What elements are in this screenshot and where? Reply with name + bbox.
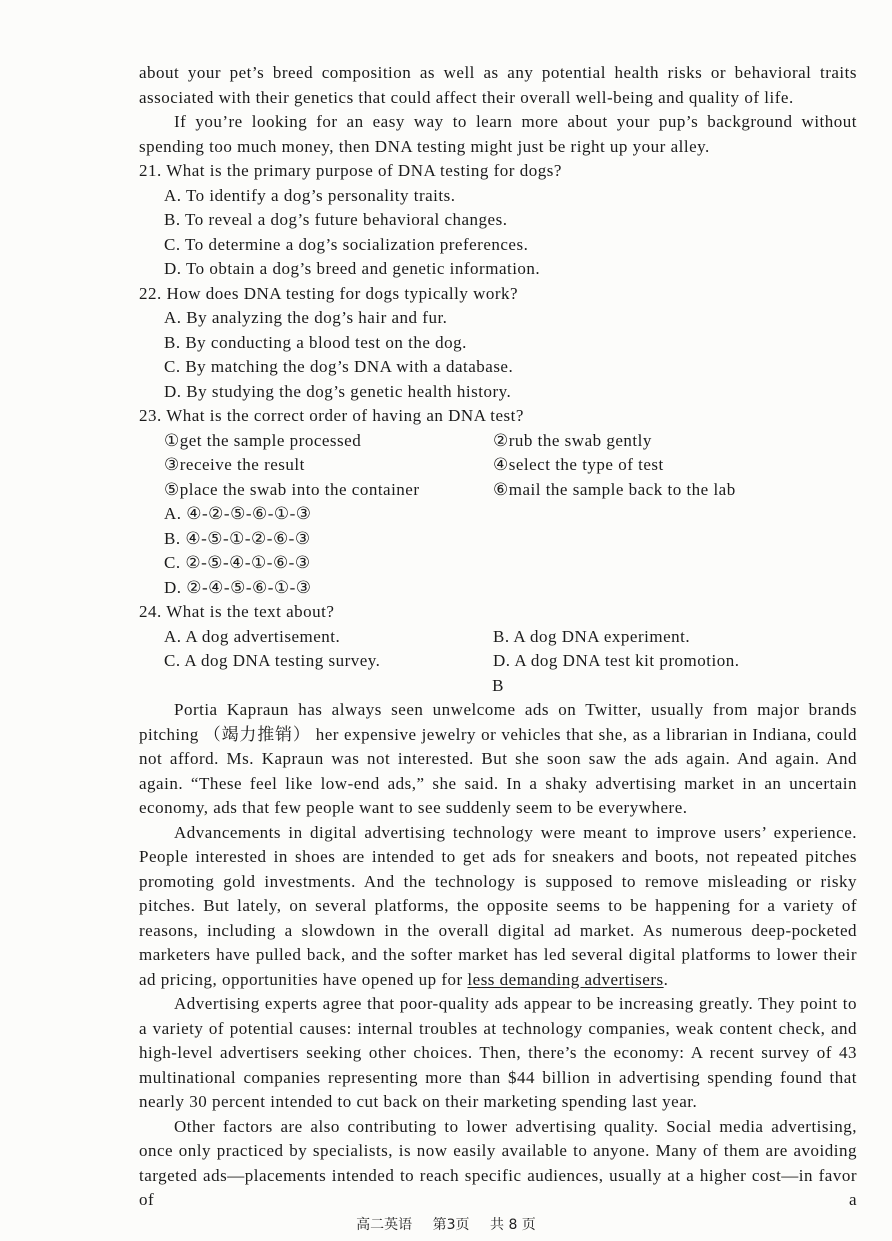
option-b: B. ④-⑤-①-②-⑥-③	[164, 528, 311, 548]
paragraph-end: .	[663, 969, 669, 989]
option-b: B. A dog DNA experiment.	[493, 626, 691, 646]
option-b: B. By conducting a blood test on the dog.	[164, 332, 467, 352]
section-heading: B	[492, 675, 504, 695]
step-3: ③receive the result	[164, 455, 305, 474]
passage-a-continued-paragraph: about your pet’s breed composition as well as any potential health risks or behavioral traits associated with their genetics that could affect their overall well-being and quality of life.	[139, 63, 857, 107]
option-a: A. To identify a dog’s personality traits.	[164, 185, 456, 205]
option-c: C. ②-⑤-④-①-⑥-③	[164, 553, 311, 572]
option-a: A. By analyzing the dog’s hair and fur.	[164, 308, 448, 327]
option-d: D. A dog DNA test kit promotion.	[493, 651, 740, 670]
question-stem: 22. How does DNA testing for dogs typically work?	[139, 283, 519, 303]
question-22	[139, 282, 857, 405]
step-5: ⑤place the swab into the container	[164, 479, 420, 499]
option-d: D. ②-④-⑤-⑥-①-③	[164, 577, 312, 597]
option-d: D. To obtain a dog’s breed and genetic information.	[164, 259, 541, 278]
option-a: A. A dog advertisement.	[164, 626, 341, 646]
option-c: C. To determine a dog’s socialization preferences.	[164, 234, 529, 254]
step-6: ⑥mail the sample back to the lab	[493, 479, 736, 499]
underlined-phrase: less demanding advertisers	[467, 969, 664, 989]
page-footer	[0, 1215, 892, 1235]
option-d: D. By studying the dog’s genetic health history.	[164, 381, 512, 401]
paragraph-text: Advancements in digital advertising technology were meant to improve users’ experience. People interested in shoes are intended to get ads for sneakers and boots, not repeated pitches promoting gold investments. And the technology is supposed to remove misleading or risky pitches. But lately, on several platforms, the opposite seems to be happening for a variety of reasons, including a slowdown in the overall digital ad market. As numerous deep-pocketed marketers have pulled back, and the softer market has led several digital platforms to lower their ad pricing, opportunities have opened up for	[139, 822, 857, 989]
passage-b-paragraph-4: Other factors are also contributing to lower advertising quality. Social media advertising, once only practiced by specialists, is now easily available to anyone. Many of them are avoiding targeted ads—placements intended to reach specific audiences, usually at a higher cost—in favor of a	[139, 1116, 857, 1209]
passage-b-paragraph-2	[139, 821, 857, 993]
question-21	[139, 159, 857, 282]
option-b: B. To reveal a dog’s future behavioral changes.	[164, 210, 508, 229]
question-stem: 24. What is the text about?	[139, 602, 335, 621]
option-c: C. By matching the dog’s DNA with a database.	[164, 357, 514, 376]
footer-page-number: 第3页	[432, 1217, 470, 1233]
passage-b-paragraph-3: Advertising experts agree that poor-quality ads appear to be increasing greatly. They point to a variety of potential causes: internal troubles at technology companies, weak content check, and high-level advertisers seeking other choices. Then, there’s the economy: A recent survey of 43 multinational companies representing more than $44 billion in advertising spending found that nearly 30 percent intended to cut back on their marketing spending last year.	[139, 994, 857, 1111]
footer-page-total: 共 8 页	[490, 1217, 536, 1233]
option-c: C. A dog DNA testing survey.	[164, 651, 381, 670]
question-24	[139, 600, 857, 674]
exam-page	[139, 61, 857, 1213]
question-23	[139, 404, 857, 600]
step-2: ②rub the swab gently	[493, 430, 652, 450]
step-1: ①get the sample processed	[164, 430, 362, 450]
footer-subject: 高二英语	[356, 1217, 413, 1233]
step-4: ④select the type of test	[493, 455, 664, 474]
passage-b-paragraph-1: Portia Kapraun has always seen unwelcome ads on Twitter, usually from major brands pitching （竭力推销） her expensive jewelry or vehicles that she, as a librarian in Indiana, could not afford. Ms. Kapraun was not interested. But she soon saw the ads again. And again. And again. “These feel like low-end ads,” she said. In a shaky advertising market in an uncertain economy, ads that few people want to see suddenly seem to be everywhere.	[139, 700, 857, 817]
option-grid	[139, 625, 857, 674]
question-stem: 23. What is the correct order of having an DNA test?	[139, 406, 524, 425]
passage-a-closing-paragraph: If you’re looking for an easy way to learn more about your pup’s background without spending too much money, then DNA testing might just be right up your alley.	[139, 112, 857, 156]
step-list	[139, 429, 857, 503]
option-a: A. ④-②-⑤-⑥-①-③	[164, 504, 312, 523]
question-stem: 21. What is the primary purpose of DNA testing for dogs?	[139, 161, 562, 180]
